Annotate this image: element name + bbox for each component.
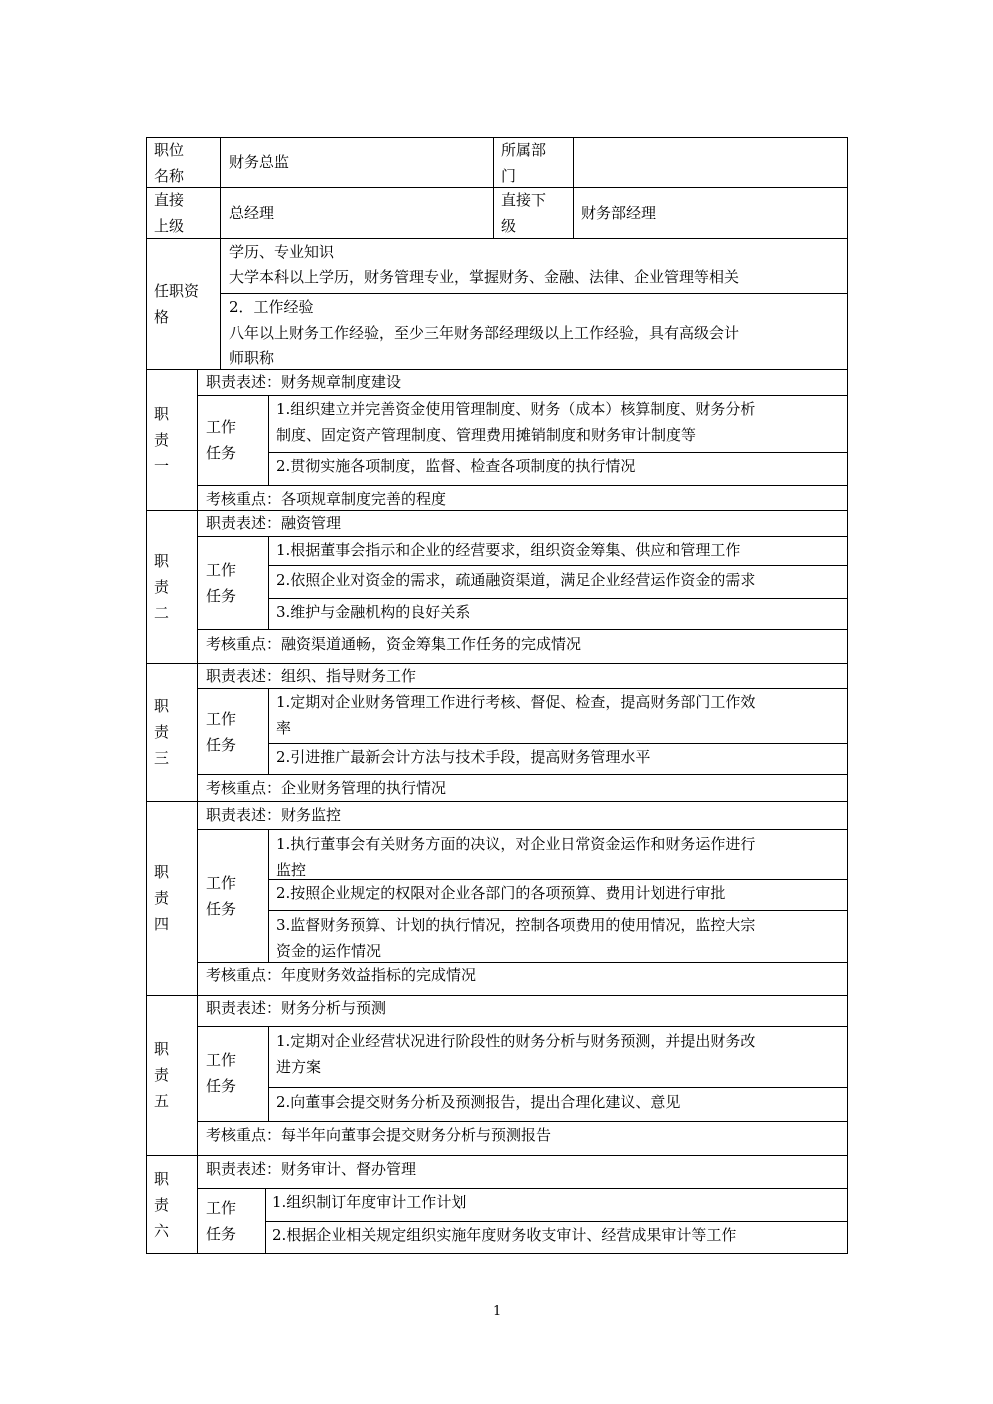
row-divider (146, 187, 848, 188)
duty-4-task-label: 工作任务 (206, 874, 237, 918)
duty-6-desc: 职责表述：财务审计、督办管理 (206, 1160, 417, 1178)
col-divider (268, 395, 269, 485)
row-divider (268, 1087, 848, 1088)
duty-2-task-1: 1.根据董事会指示和企业的经营要求，组织资金筹集、供应和管理工作 (276, 541, 741, 559)
duty-3-task-label: 工作任务 (206, 710, 237, 754)
duty-5-task-1-line-1: 1.定期对企业经营状况进行阶段性的财务分析与财务预测，并提出财务改 (276, 1032, 756, 1050)
col-divider (573, 137, 574, 238)
duty-5-task-label: 工作任务 (206, 1051, 237, 1095)
dept-label: 所属部门 (501, 141, 547, 185)
duty-5-kpi: 考核重点：每半年向董事会提交财务分析与预测报告 (206, 1126, 552, 1144)
duty-2-label: 职责二 (154, 552, 170, 622)
subordinate-label: 直接下级 (501, 191, 547, 235)
duty-4-task-2: 2.按照企业规定的权限对企业各部门的各项预算、费用计划进行审批 (276, 884, 726, 902)
duty-3-label: 职责三 (154, 697, 170, 767)
duty-3-task-2: 2.引进推广最新会计方法与技术手段，提高财务管理水平 (276, 748, 651, 766)
duty-3-desc: 职责表述：组织、指导财务工作 (206, 667, 417, 685)
duty-6-task-2: 2.根据企业相关规定组织实施年度财务收支审计、经营成果审计等工作 (272, 1226, 737, 1244)
col-divider (268, 1026, 269, 1121)
duty-5-desc: 职责表述：财务分析与预测 (206, 999, 387, 1017)
duty-2-task-2: 2.依照企业对资金的需求，疏通融资渠道，满足企业经营运作资金的需求 (276, 571, 756, 589)
duty-5-task-2: 2.向董事会提交财务分析及预测报告，提出合理化建议、意见 (276, 1093, 681, 1111)
duty-1-task-1-line-1: 1.组织建立并完善资金使用管理制度、财务（成本）核算制度、财务分析 (276, 400, 756, 418)
duty-2-task-3: 3.维护与金融机构的良好关系 (276, 603, 471, 621)
edu-text: 大学本科以上学历，财务管理专业，掌握财务、金融、法律、企业管理等相关 (229, 268, 740, 286)
col-divider (268, 829, 269, 962)
row-divider (268, 565, 848, 566)
duty-5-task-1-line-2: 进方案 (276, 1058, 322, 1076)
duty-2-desc: 职责表述：融资管理 (206, 514, 342, 532)
duty-5-label: 职责五 (154, 1040, 170, 1110)
duty-4-task-3-line-2: 资金的运作情况 (276, 942, 382, 960)
col-divider (268, 688, 269, 774)
duty-1-task-label: 工作任务 (206, 418, 237, 462)
row-divider (197, 1026, 848, 1027)
duty-4-task-1-line-1: 1.执行董事会有关财务方面的决议，对企业日常资金运作和财务运作进行 (276, 835, 756, 853)
duty-2-kpi: 考核重点：融资渠道通畅，资金筹集工作任务的完成情况 (206, 635, 582, 653)
superior-value: 总经理 (229, 204, 275, 222)
duty-6-label: 职责六 (154, 1170, 170, 1240)
duty-3-kpi: 考核重点：企业财务管理的执行情况 (206, 779, 447, 797)
duty-4-task-1-line-2: 监控 (276, 861, 307, 879)
col-divider (268, 536, 269, 629)
exp-text-1: 八年以上财务工作经验，至少三年财务部经理级以上工作经验，具有高级会计 (229, 324, 740, 342)
duty-4-task-3-line-1: 3.监督财务预算、计划的执行情况，控制各项费用的使用情况，监控大宗 (276, 916, 756, 934)
superior-label: 直接上级 (154, 191, 185, 235)
row-divider (220, 293, 848, 294)
duty-6-task-1: 1.组织制订年度审计工作计划 (272, 1193, 467, 1211)
duty-1-label: 职责一 (154, 405, 170, 475)
duty-1-task-1-line-2: 制度、固定资产管理制度、管理费用摊销制度和财务审计制度等 (276, 426, 697, 444)
duty-1-desc: 职责表述：财务规章制度建设 (206, 373, 402, 391)
page-number: 1 (493, 1304, 502, 1319)
duty-1-kpi: 考核重点：各项规章制度完善的程度 (206, 490, 447, 508)
row-divider (197, 829, 848, 830)
col-divider (493, 137, 494, 238)
duty-4-desc: 职责表述：财务监控 (206, 806, 342, 824)
exp-title: 2．工作经验 (229, 298, 314, 316)
subordinate-value: 财务部经理 (581, 204, 657, 222)
position-label: 职位名称 (154, 141, 185, 185)
duty-2-task-label: 工作任务 (206, 561, 237, 605)
duty-6-task-label: 工作任务 (206, 1199, 237, 1243)
duty-3-task-1-line-1: 1.定期对企业财务管理工作进行考核、督促、检查，提高财务部门工作效 (276, 693, 756, 711)
edu-title: 学历、专业知识 (229, 243, 335, 261)
duty-1-task-2: 2.贯彻实施各项制度，监督、检查各项制度的执行情况 (276, 457, 636, 475)
row-divider (268, 910, 848, 911)
duty-4-kpi: 考核重点：年度财务效益指标的完成情况 (206, 966, 477, 984)
position-value: 财务总监 (229, 153, 290, 171)
col-divider (220, 137, 221, 369)
qualification-label: 任职资格 (154, 282, 200, 326)
row-divider (197, 629, 848, 630)
duty-4-label: 职责四 (154, 863, 170, 933)
duty-3-task-1-line-2: 率 (276, 719, 292, 737)
exp-text-2: 师职称 (229, 349, 275, 367)
